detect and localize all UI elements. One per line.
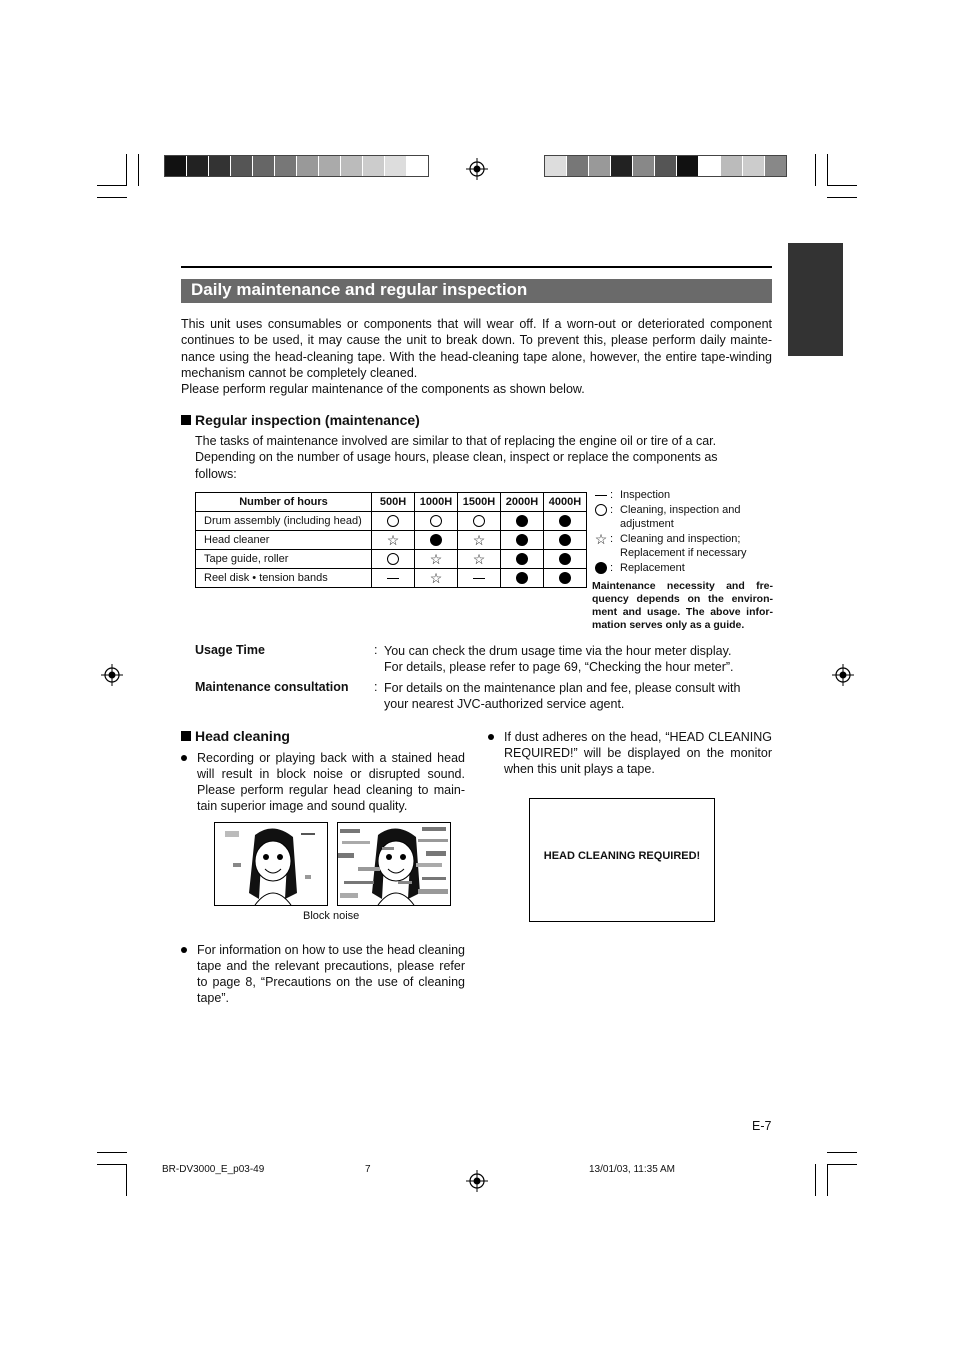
star-icon: ☆ xyxy=(429,569,443,586)
filled-circle-icon xyxy=(516,515,528,527)
filled-circle-icon xyxy=(516,553,528,565)
filled-circle-icon xyxy=(559,572,571,584)
regular-inspection-body: The tasks of maintenance involved are similar to that of replacing the engine oil or tire of a car. Depending on the number of usage hours, please clean, inspect or replace the components as follows: xyxy=(195,434,718,481)
inspection-table xyxy=(195,492,587,588)
intro-text-2: Please perform regular maintenance of the components as shown below. xyxy=(181,382,585,397)
schedule-cell xyxy=(544,550,587,569)
crop-mark xyxy=(827,197,857,198)
filled-circle-icon xyxy=(595,562,607,574)
bullet-icon xyxy=(488,734,494,740)
schedule-cell xyxy=(501,569,544,588)
crop-mark xyxy=(97,1152,127,1153)
crop-mark xyxy=(97,197,127,198)
bullet-icon xyxy=(181,947,187,953)
schedule-cell xyxy=(415,531,458,550)
dash-icon xyxy=(595,495,607,496)
usage-time-term: Usage Time xyxy=(195,643,265,657)
filled-circle-icon xyxy=(430,534,442,546)
cartoon-girl-icon xyxy=(215,823,327,905)
registration-mark-icon xyxy=(466,158,488,180)
head-cleaning-bullet-2: For information on how to use the head cleaning tape and the relevant precautions, please refer to page 8, “Precautions on the use of cleaning tape”. xyxy=(197,943,465,1005)
crop-mark xyxy=(827,1164,828,1196)
footer-page: 7 xyxy=(365,1164,371,1175)
legend-item xyxy=(592,546,747,561)
noisy-cartoon-girl-icon xyxy=(338,823,450,905)
legend-label: adjustment xyxy=(620,518,674,530)
legend-label: Cleaning, inspection and xyxy=(620,503,741,516)
usage-time-line: You can check the drum usage time via the hour meter display. xyxy=(384,644,732,658)
clean-picture-illustration xyxy=(214,822,328,906)
crop-mark xyxy=(827,1152,857,1153)
table-header-cell: 500H xyxy=(372,493,415,512)
star-icon: ☆ xyxy=(594,530,608,547)
legend-item: ☆ : Cleaning and inspection; xyxy=(594,530,741,547)
filled-circle-icon xyxy=(559,553,571,565)
schedule-cell xyxy=(372,569,415,588)
intro-paragraph xyxy=(181,316,772,397)
maintenance-consultation-term: Maintenance consultation xyxy=(195,680,349,694)
component-name-cell: Tape guide, roller xyxy=(196,550,372,569)
schedule-cell xyxy=(458,512,501,531)
head-cleaning-heading-text: Head cleaning xyxy=(195,728,290,744)
consultation-line: For details on the maintenance plan and fee, please consult with xyxy=(384,681,741,695)
circle-outline-icon xyxy=(595,504,607,516)
footer-date: 13/01/03, 11:35 AM xyxy=(589,1164,675,1175)
crop-mark xyxy=(815,1164,816,1196)
circle-outline-icon xyxy=(473,515,485,527)
schedule-cell xyxy=(458,531,501,550)
legend-item: : Inspection xyxy=(592,488,747,503)
legend-item xyxy=(592,517,747,532)
circle-outline-icon xyxy=(430,515,442,527)
crop-mark xyxy=(126,154,127,186)
head-cleaning-heading xyxy=(181,728,290,744)
schedule-cell xyxy=(544,512,587,531)
filled-circle-icon xyxy=(516,572,528,584)
crop-mark xyxy=(827,154,828,186)
regular-inspection-heading xyxy=(181,412,420,428)
title-rule xyxy=(181,266,772,268)
schedule-cell xyxy=(458,569,501,588)
dash-icon xyxy=(387,578,399,579)
crop-mark xyxy=(138,154,139,186)
registration-mark-icon xyxy=(101,664,123,686)
legend-label: Inspection xyxy=(620,489,671,501)
side-tab xyxy=(788,243,843,356)
crop-mark xyxy=(97,1164,127,1165)
table-row xyxy=(196,550,587,569)
crop-mark xyxy=(827,1164,857,1165)
head-cleaning-bullet-3: If dust adheres on the head, “HEAD CLEANING REQUIRED!” will be displayed on the monitor when this unit plays a tape. xyxy=(504,730,772,776)
legend-item: : Cleaning, inspection and xyxy=(592,503,747,518)
crop-mark xyxy=(827,185,857,186)
schedule-cell xyxy=(372,550,415,569)
star-icon: ☆ xyxy=(429,550,443,567)
colon: : xyxy=(374,680,378,694)
colon: : xyxy=(374,643,378,657)
table-header-cell: 2000H xyxy=(501,493,544,512)
schedule-cell xyxy=(544,569,587,588)
filled-circle-icon xyxy=(559,515,571,527)
color-bar-left xyxy=(164,155,429,177)
schedule-cell xyxy=(501,531,544,550)
regular-inspection-heading-text: Regular inspection (maintenance) xyxy=(195,412,420,428)
legend-label: Cleaning and inspection; xyxy=(620,532,741,545)
bullet-icon xyxy=(181,755,187,761)
square-bullet-icon xyxy=(181,415,191,425)
table-row xyxy=(196,569,587,588)
crop-mark xyxy=(97,185,127,186)
usage-time-definition xyxy=(384,643,734,676)
schedule-cell xyxy=(458,550,501,569)
schedule-cell xyxy=(415,569,458,588)
component-name-cell: Reel disk • tension bands xyxy=(196,569,372,588)
monitor-display-illustration xyxy=(529,798,715,922)
component-name-cell: Head cleaner xyxy=(196,531,372,550)
star-icon: ☆ xyxy=(472,550,486,567)
legend-note: Maintenance necessity and fre- quency depends on the environ- ment and usage. The above infor- mation serves only as a guide. xyxy=(592,580,773,631)
head-cleaning-bullet-1: Recording or playing back with a stained head will result in block noise or disrupted sound. Please perform regular head cleaning to main- tain superior image and sound quality. xyxy=(197,751,465,813)
page-title: Daily maintenance and regular inspection xyxy=(191,280,528,299)
color-bar-right xyxy=(544,155,787,177)
crop-mark xyxy=(126,1164,127,1196)
star-icon: ☆ xyxy=(386,531,400,548)
intro-text-1: This unit uses consumables or components that will wear off. If a worn-out or deteriorated component continues to be used, it may cause the unit to break down. To prevent this, please perform daily mainte- nance using the head-cleaning tape. With the head-cleaning tape alone, however, the entire tape-winding mechanism cannot be completely cleaned. xyxy=(181,317,772,380)
schedule-cell xyxy=(544,531,587,550)
star-icon: ☆ xyxy=(472,531,486,548)
registration-mark-icon xyxy=(466,1170,488,1192)
table-header-cell: Number of hours xyxy=(196,493,372,512)
schedule-cell xyxy=(415,550,458,569)
filled-circle-icon xyxy=(516,534,528,546)
table-header-cell: 4000H xyxy=(544,493,587,512)
page-number: E-7 xyxy=(752,1119,772,1133)
square-bullet-icon xyxy=(181,731,191,741)
crop-mark xyxy=(815,154,816,186)
schedule-cell xyxy=(415,512,458,531)
table-header-cell: 1000H xyxy=(415,493,458,512)
registration-mark-icon xyxy=(832,664,854,686)
dash-icon xyxy=(473,578,485,579)
usage-time-line: For details, please refer to page 69, “Checking the hour meter”. xyxy=(384,660,734,675)
filled-circle-icon xyxy=(559,534,571,546)
legend-label: Replacement xyxy=(620,561,685,574)
component-name-cell: Drum assembly (including head) xyxy=(196,512,372,531)
circle-outline-icon xyxy=(387,515,399,527)
table-row xyxy=(196,531,587,550)
schedule-cell xyxy=(372,531,415,550)
schedule-cell xyxy=(501,512,544,531)
monitor-message: HEAD CLEANING REQUIRED! xyxy=(543,850,701,862)
maintenance-consultation-definition xyxy=(384,680,740,713)
table-header-row xyxy=(196,493,587,512)
table-header-cell: 1500H xyxy=(458,493,501,512)
schedule-cell xyxy=(372,512,415,531)
schedule-cell xyxy=(501,550,544,569)
block-noise-illustration xyxy=(337,822,451,906)
footer-filename: BR-DV3000_E_p03-49 xyxy=(162,1164,265,1175)
consultation-line: your nearest JVC-authorized service agent. xyxy=(384,697,625,712)
legend xyxy=(592,488,747,575)
legend-label: Replacement if necessary xyxy=(620,547,747,559)
circle-outline-icon xyxy=(387,553,399,565)
title-bar xyxy=(181,279,772,303)
block-noise-caption: Block noise xyxy=(303,910,360,922)
legend-item: : Replacement xyxy=(592,561,747,576)
table-row xyxy=(196,512,587,531)
